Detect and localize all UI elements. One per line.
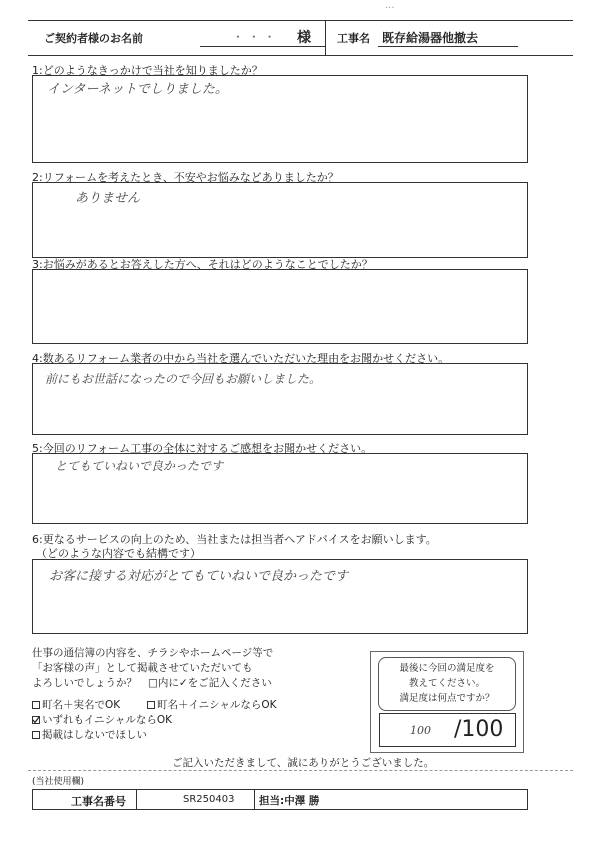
- internal-use-label: (当社使用欄): [32, 777, 85, 787]
- thanks-message: ご記入いただきまして、誠にありがとうございました。: [172, 757, 435, 769]
- name-underline: [200, 46, 325, 47]
- answer-4-text: 前にもお世話になったので今回もお願いしました。: [45, 372, 322, 386]
- header-bottom-border: [28, 55, 573, 56]
- name-value: ・ ・ ・: [232, 30, 276, 44]
- question-4-label: 4:数あるリフォーム業者の中から当社を選んでいただいた理由をお聞かせください。: [32, 352, 450, 365]
- score-field[interactable]: [379, 713, 516, 747]
- question-6-label: 6:更なるサービスの向上のため、当社または担当者へアドバイスをお願いします。: [32, 533, 437, 546]
- answer-3-box[interactable]: [32, 269, 528, 344]
- answer-5-box[interactable]: [32, 453, 528, 524]
- score-max: /100: [454, 717, 504, 742]
- option-no-publish-label: 掲載はしないでほしい: [42, 729, 147, 741]
- work-value: 既存給湯器他撤去: [382, 31, 479, 45]
- work-underline: [378, 46, 518, 47]
- question-3-label: 3:お悩みがあるとお答えした方へ、それはどのようなことでしたか？: [32, 258, 373, 271]
- option-all-initial[interactable]: [32, 712, 172, 727]
- work-no-value: SR250403: [183, 794, 235, 805]
- name-label: ご契約者様のお名前: [44, 32, 143, 45]
- footer-table: [32, 789, 528, 810]
- publish-instruction: □内に✓をご記入ください: [148, 677, 272, 689]
- publish-line-1: 仕事の通信簿の内容を、チラシやホームページ等で: [32, 647, 274, 659]
- satisfaction-box: [370, 651, 524, 753]
- answer-2-text: ありません: [75, 191, 141, 206]
- checkbox-checked-icon[interactable]: [32, 716, 40, 724]
- publish-line-3: よろしいでしょうか？: [32, 677, 137, 689]
- footer-divider-2: [254, 790, 255, 809]
- footer-divider-1: [136, 790, 137, 809]
- answer-5-text: とてもていねいで良かったです: [55, 459, 224, 473]
- header-divider: [325, 20, 326, 56]
- top-scribble: ...: [385, 0, 395, 11]
- option-real-name-label: 町名＋実名でOK: [42, 699, 121, 711]
- answer-2-box[interactable]: [32, 182, 528, 258]
- header-top-border: [28, 20, 573, 21]
- work-label: 工事名: [337, 32, 370, 45]
- answer-1-box[interactable]: [32, 75, 528, 163]
- question-5-label: 5:今回のリフォーム工事の全体に対するご感想をお聞かせください。: [32, 442, 373, 455]
- satisfaction-text-1: 最後に今回の満足度を: [399, 663, 495, 674]
- thanks-dotted-line: [28, 770, 573, 771]
- work-no-label: 工事名番号: [71, 795, 126, 808]
- satisfaction-text-2: 教えてください。: [408, 678, 485, 689]
- option-no-publish[interactable]: [32, 727, 147, 742]
- checkbox-icon[interactable]: [147, 701, 155, 709]
- question-6-sublabel: （どのような内容でも結構です）: [36, 547, 201, 560]
- checkbox-icon[interactable]: [32, 701, 40, 709]
- checkbox-icon[interactable]: [32, 731, 40, 739]
- satisfaction-prompt: [378, 657, 516, 711]
- answer-6-text: お客に接する対応がとてもていねいで良かったです: [49, 569, 349, 584]
- answer-1-text: インターネットでしりました。: [47, 82, 228, 97]
- publish-line-2: 「お客様の声」として掲載させていただいても: [32, 662, 253, 674]
- option-town-initial-label: 町名＋イニシャルならOK: [157, 699, 277, 711]
- question-1-label: 1:どのようなきっかけで当社を知りましたか？: [32, 64, 263, 77]
- option-real-name[interactable]: [32, 697, 120, 712]
- score-value: 100: [410, 724, 431, 737]
- staff-name: 担当:中澤 勝: [259, 795, 320, 807]
- question-2-label: 2:リフォームを考えたとき、不安やお悩みなどありましたか？: [32, 171, 339, 184]
- sama-label: 様: [297, 30, 311, 46]
- answer-6-box[interactable]: [32, 559, 528, 634]
- answer-4-box[interactable]: [32, 363, 528, 435]
- option-all-initial-label: いずれもイニシャルならOK: [42, 714, 173, 726]
- option-town-initial[interactable]: [147, 697, 277, 712]
- satisfaction-text-3: 満足度は何点ですか？: [399, 693, 495, 704]
